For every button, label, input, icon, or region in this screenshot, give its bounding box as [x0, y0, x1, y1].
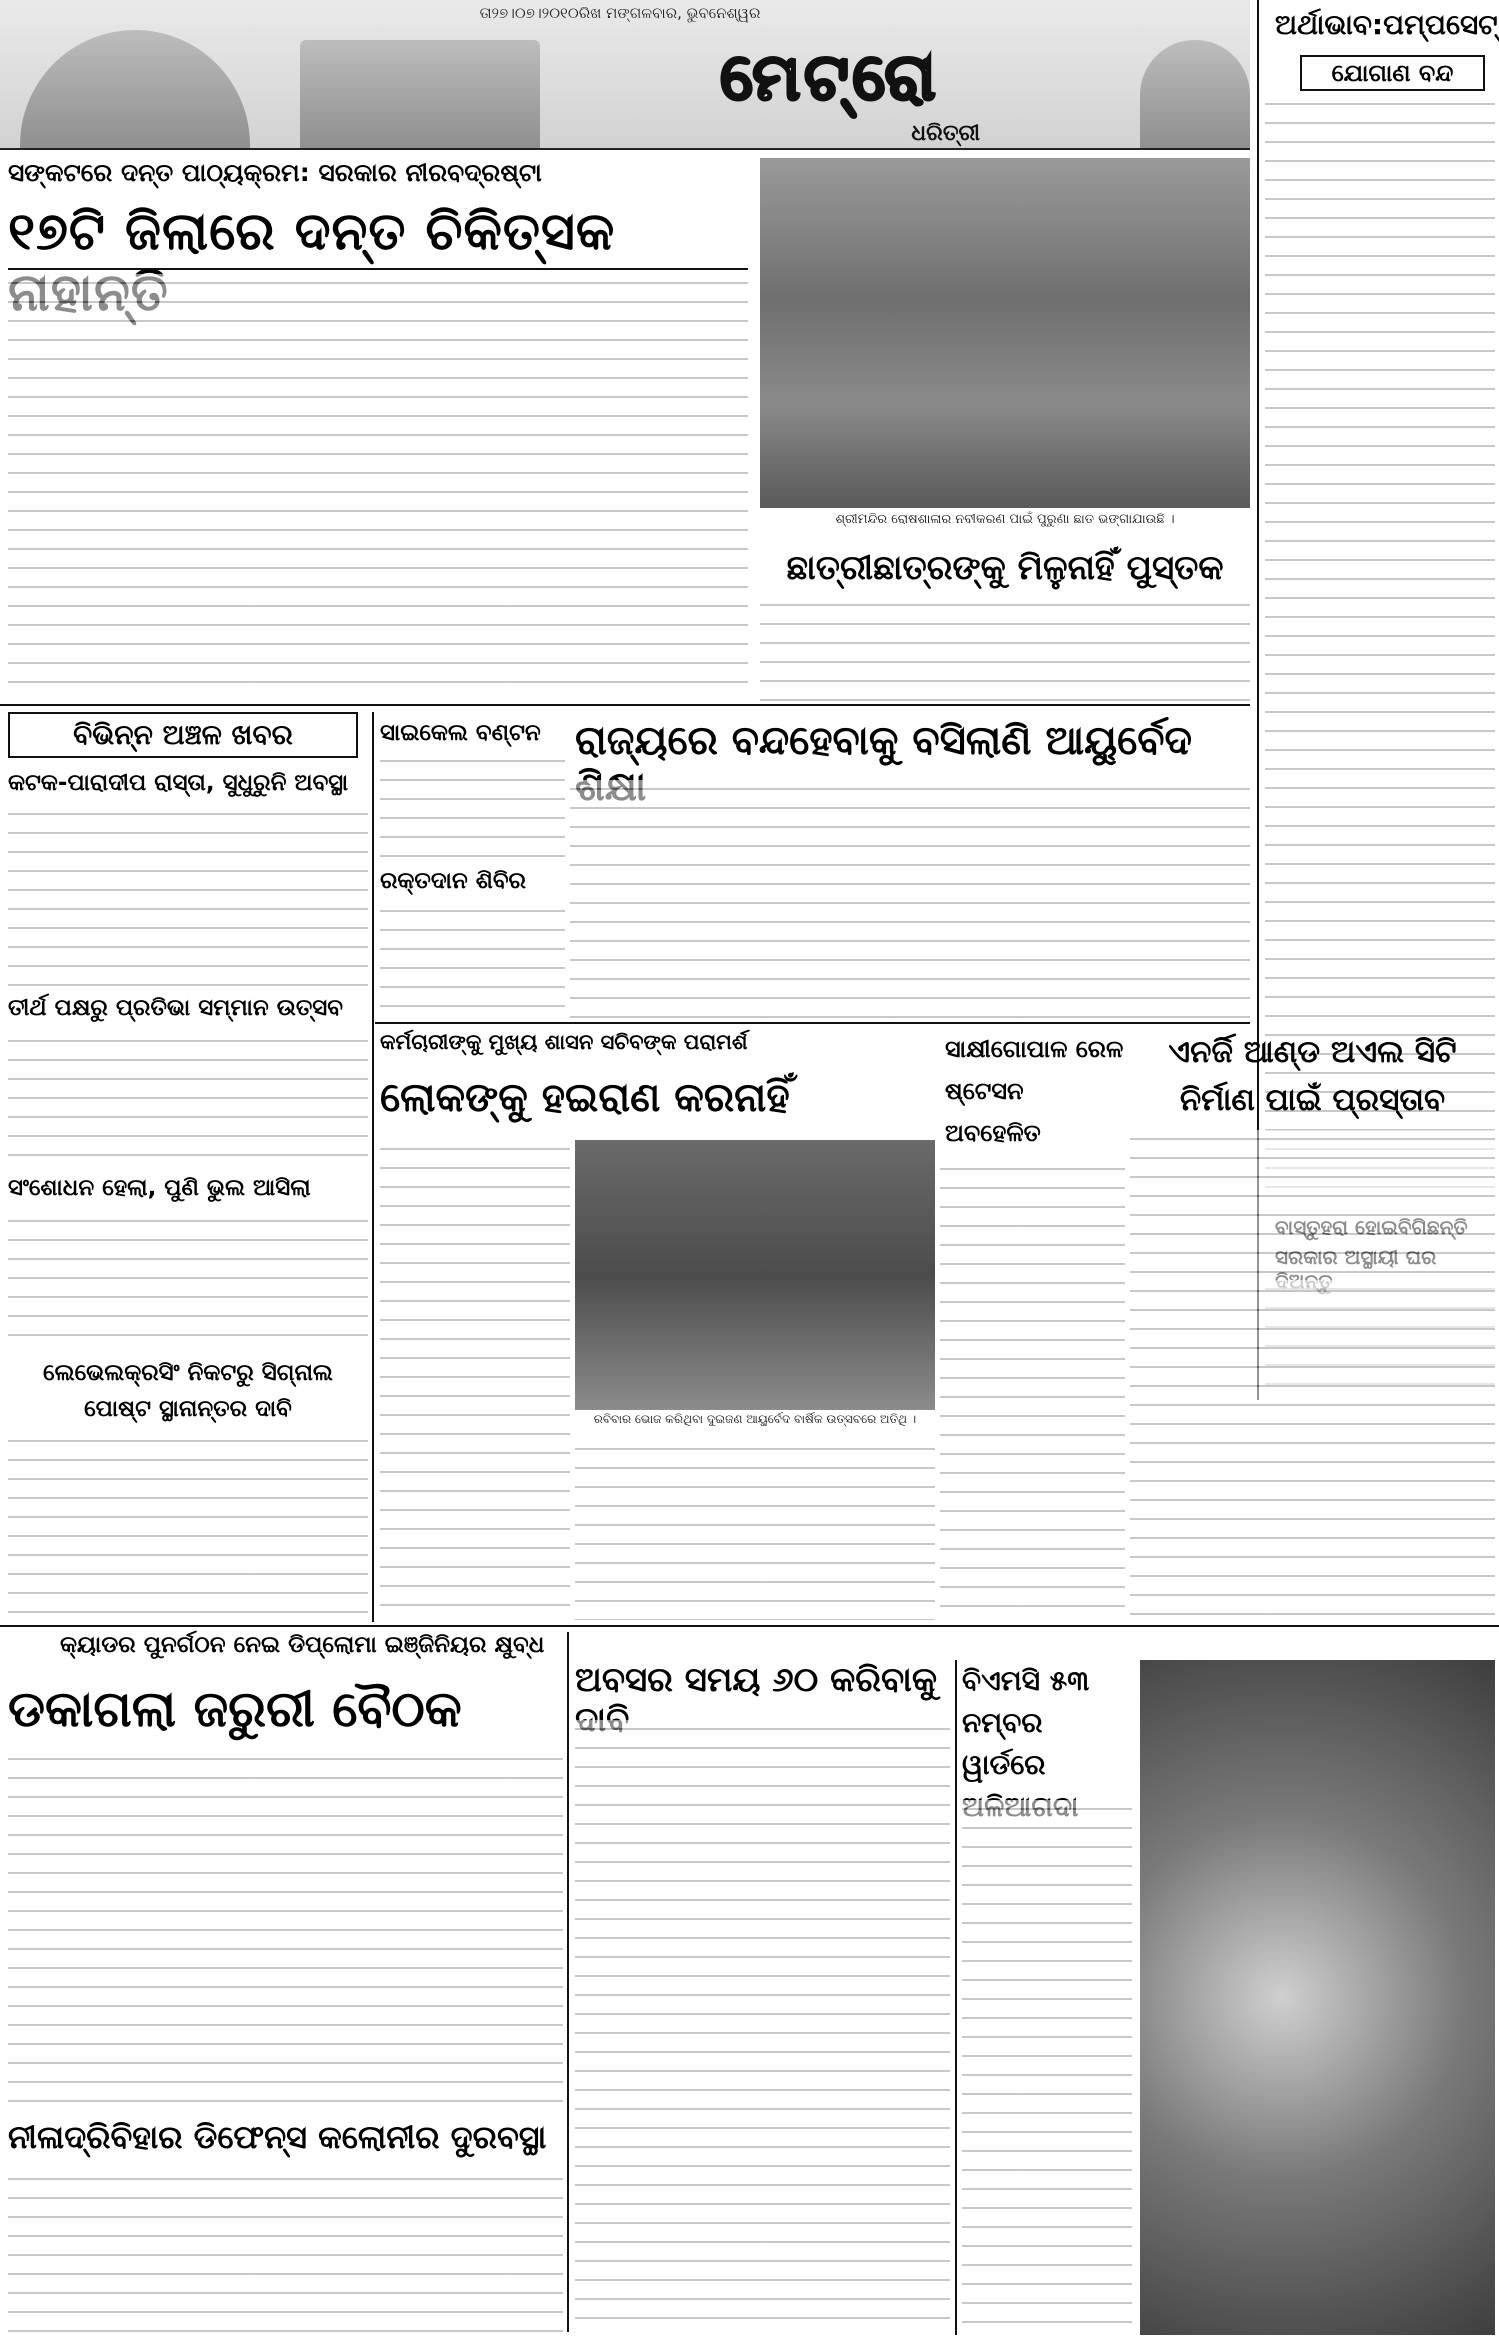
center-lower-body — [575, 1440, 935, 1620]
correction-body — [8, 1212, 368, 1352]
meeting-headline: ଡକାଗଲା ଜରୁରୀ ବୈଠକ — [8, 1680, 462, 1738]
monument-illustration — [1140, 40, 1250, 148]
books-headline: ଛାତ୍ରୀଛାତ୍ରଙ୍କୁ ମିଳୁନାହିଁ ପୁସ୍ତକ — [786, 548, 1224, 588]
section-rule-3 — [0, 1625, 1499, 1627]
section-rule-1 — [0, 704, 1250, 706]
level-crossing-body — [8, 1432, 368, 1617]
blood-camp-body — [380, 902, 565, 1022]
cycle-headline: ସାଇକେଲ ବଣ୍ଟନ — [380, 720, 541, 746]
building-illustration — [300, 40, 540, 148]
cycle-body — [380, 752, 565, 867]
sakhigopal-headline: ସାକ୍ଷୀଗୋପାଳ ରେଳ ଷ୍ଟେସନ ଅବହେଳିତ — [945, 1035, 1124, 1147]
chief-secretary-headline: ଲୋକଙ୍କୁ ହଇରାଣ କରନାହିଁ — [380, 1075, 790, 1121]
dateline: ତା୨୭।୦୭।୨୦୧୦ରିଖ ମଙ୍ଗଳବାର, ଭୁବନେଶ୍ୱର — [479, 4, 761, 22]
level-crossing-headline: ଲେଭେଲକ୍ରସିଂ ନିକଟରୁ ସିଗ୍ନାଲ ପୋଷ୍ଟ ସ୍ଥାନାନ୍ତର ଦାବି — [43, 1360, 333, 1422]
logo-main: ମେଟ୍ରୋ — [720, 40, 940, 115]
bottom-divider-2 — [955, 1660, 957, 2335]
bottom-divider-1 — [567, 1632, 569, 2332]
sakhigopal-body — [940, 1160, 1125, 1620]
retirement-headline: ଅବସର ସମୟ ୬୦ କରିବାକୁ — [575, 1660, 938, 1700]
colony-body — [8, 2170, 563, 2335]
ayurveda-headline: ରାଜ୍ୟରେ ବନ୍ଦହେବାକୁ ବସିଲାଣି ଆୟୁର୍ବେଦ — [575, 718, 1193, 764]
road-body — [8, 805, 368, 990]
sidebar-headline: ଅର୍ଥାଭାବ:ପମ୍ପସେଟ୍ — [1275, 8, 1498, 41]
photo1-caption: ଶ୍ରୀମନ୍ଦିର ରୋଷଶାଳାର ନବୀକରଣ ପାଇଁ ପୁରୁଣା ଛାତ ଭଙ୍ଗାଯାଉଛି । — [835, 512, 1175, 527]
photo2-caption: ରବିବାର ଭୋଜ କରିଥିବା ଦୁଇଜଣ ଆୟୁର୍ବେଦ ବାର୍ଷିକ ଉତ୍ସବରେ ଅତିଥି । — [593, 1412, 917, 1426]
road-headline: କଟକ-ପାରାଦୀପ ରାସ୍ତା, ସୁଧୁରୁନି ଅବସ୍ଥା — [8, 770, 349, 796]
dental-headline: ୧୭ଟି ଜିଲାରେ ଦନ୍ତ ଚିକିତ୍ସକ — [8, 202, 616, 262]
bmc-ward-body — [962, 1800, 1132, 2335]
regional-news-box: ବିଭିନ୍ନ ଅଞ୍ଚଳ ଖବର — [8, 712, 358, 758]
books-body — [760, 596, 1250, 706]
tirtha-headline: ତୀର୍ଥ ପକ୍ଷରୁ ପ୍ରତିଭା ସମ୍ମାନ ଉତ୍ସବ — [8, 995, 343, 1021]
ayurveda-body — [570, 780, 1250, 1020]
bmc-ward-headline: ବିଏମସି ୫୩ ନମ୍ବର ୱାର୍ଡରେ — [962, 1664, 1090, 1781]
section-rule-2 — [375, 1022, 1250, 1024]
correction-headline: ସଂଶୋଧନ ହେଲା, ପୁଣି ଭୁଲ ଆସିଲା — [8, 1175, 311, 1201]
meeting-body — [8, 1750, 563, 2115]
retirement-body — [575, 1720, 950, 2335]
chief-secretary-body — [380, 1140, 570, 1620]
garbage-photo — [1140, 1660, 1495, 2335]
blood-camp-headline: ରକ୍ତଦାନ ଶିବିର — [380, 868, 526, 894]
energy-city-body — [1130, 1130, 1495, 1620]
logo-sub: ଧରିତ୍ରୀ — [911, 121, 980, 146]
colony-headline: ନୀଳାଦ୍ରିବିହାର ଡିଫେନ୍ସ କଲୋନୀର ଦୁରବସ୍ଥା — [8, 2118, 547, 2156]
dental-kicker: ସଙ୍କଟରେ ଦନ୍ତ ପାଠ୍ୟକ୍ରମ: ସରକାର ନୀରବଦ୍ରଷ୍ଟା — [8, 158, 542, 187]
dental-rule — [8, 268, 748, 270]
tirtha-body — [8, 1032, 368, 1172]
energy-city-headline: ଏନର୍ଜି ଆଣ୍ଡ ଅଏଲ ସିଟି ନିର୍ମାଣ ପାଇଁ ପ୍ରସ୍ତାବ — [1168, 1034, 1457, 1118]
temple-kitchen-photo — [760, 158, 1250, 508]
left-column-divider — [372, 712, 374, 1622]
newspaper-logo — [640, 40, 1020, 146]
sidebar-subheadline: ଯୋଗାଣ ବନ୍ଦ — [1300, 55, 1485, 91]
cadre-kicker: କ୍ୟାଡର ପୁନର୍ଗଠନ ନେଇ ଡିପ୍ଲୋମା ଇଞ୍ଜିନିୟର କ୍ଷୁବ୍ଧ — [60, 1632, 545, 1658]
dental-body — [8, 274, 748, 699]
chief-secretary-kicker: କର୍ମଚାରୀଙ୍କୁ ମୁଖ୍ୟ ଶାସନ ସଚିବଙ୍କ ପରାମର୍ଶ — [380, 1030, 748, 1054]
event-photo — [575, 1140, 935, 1410]
